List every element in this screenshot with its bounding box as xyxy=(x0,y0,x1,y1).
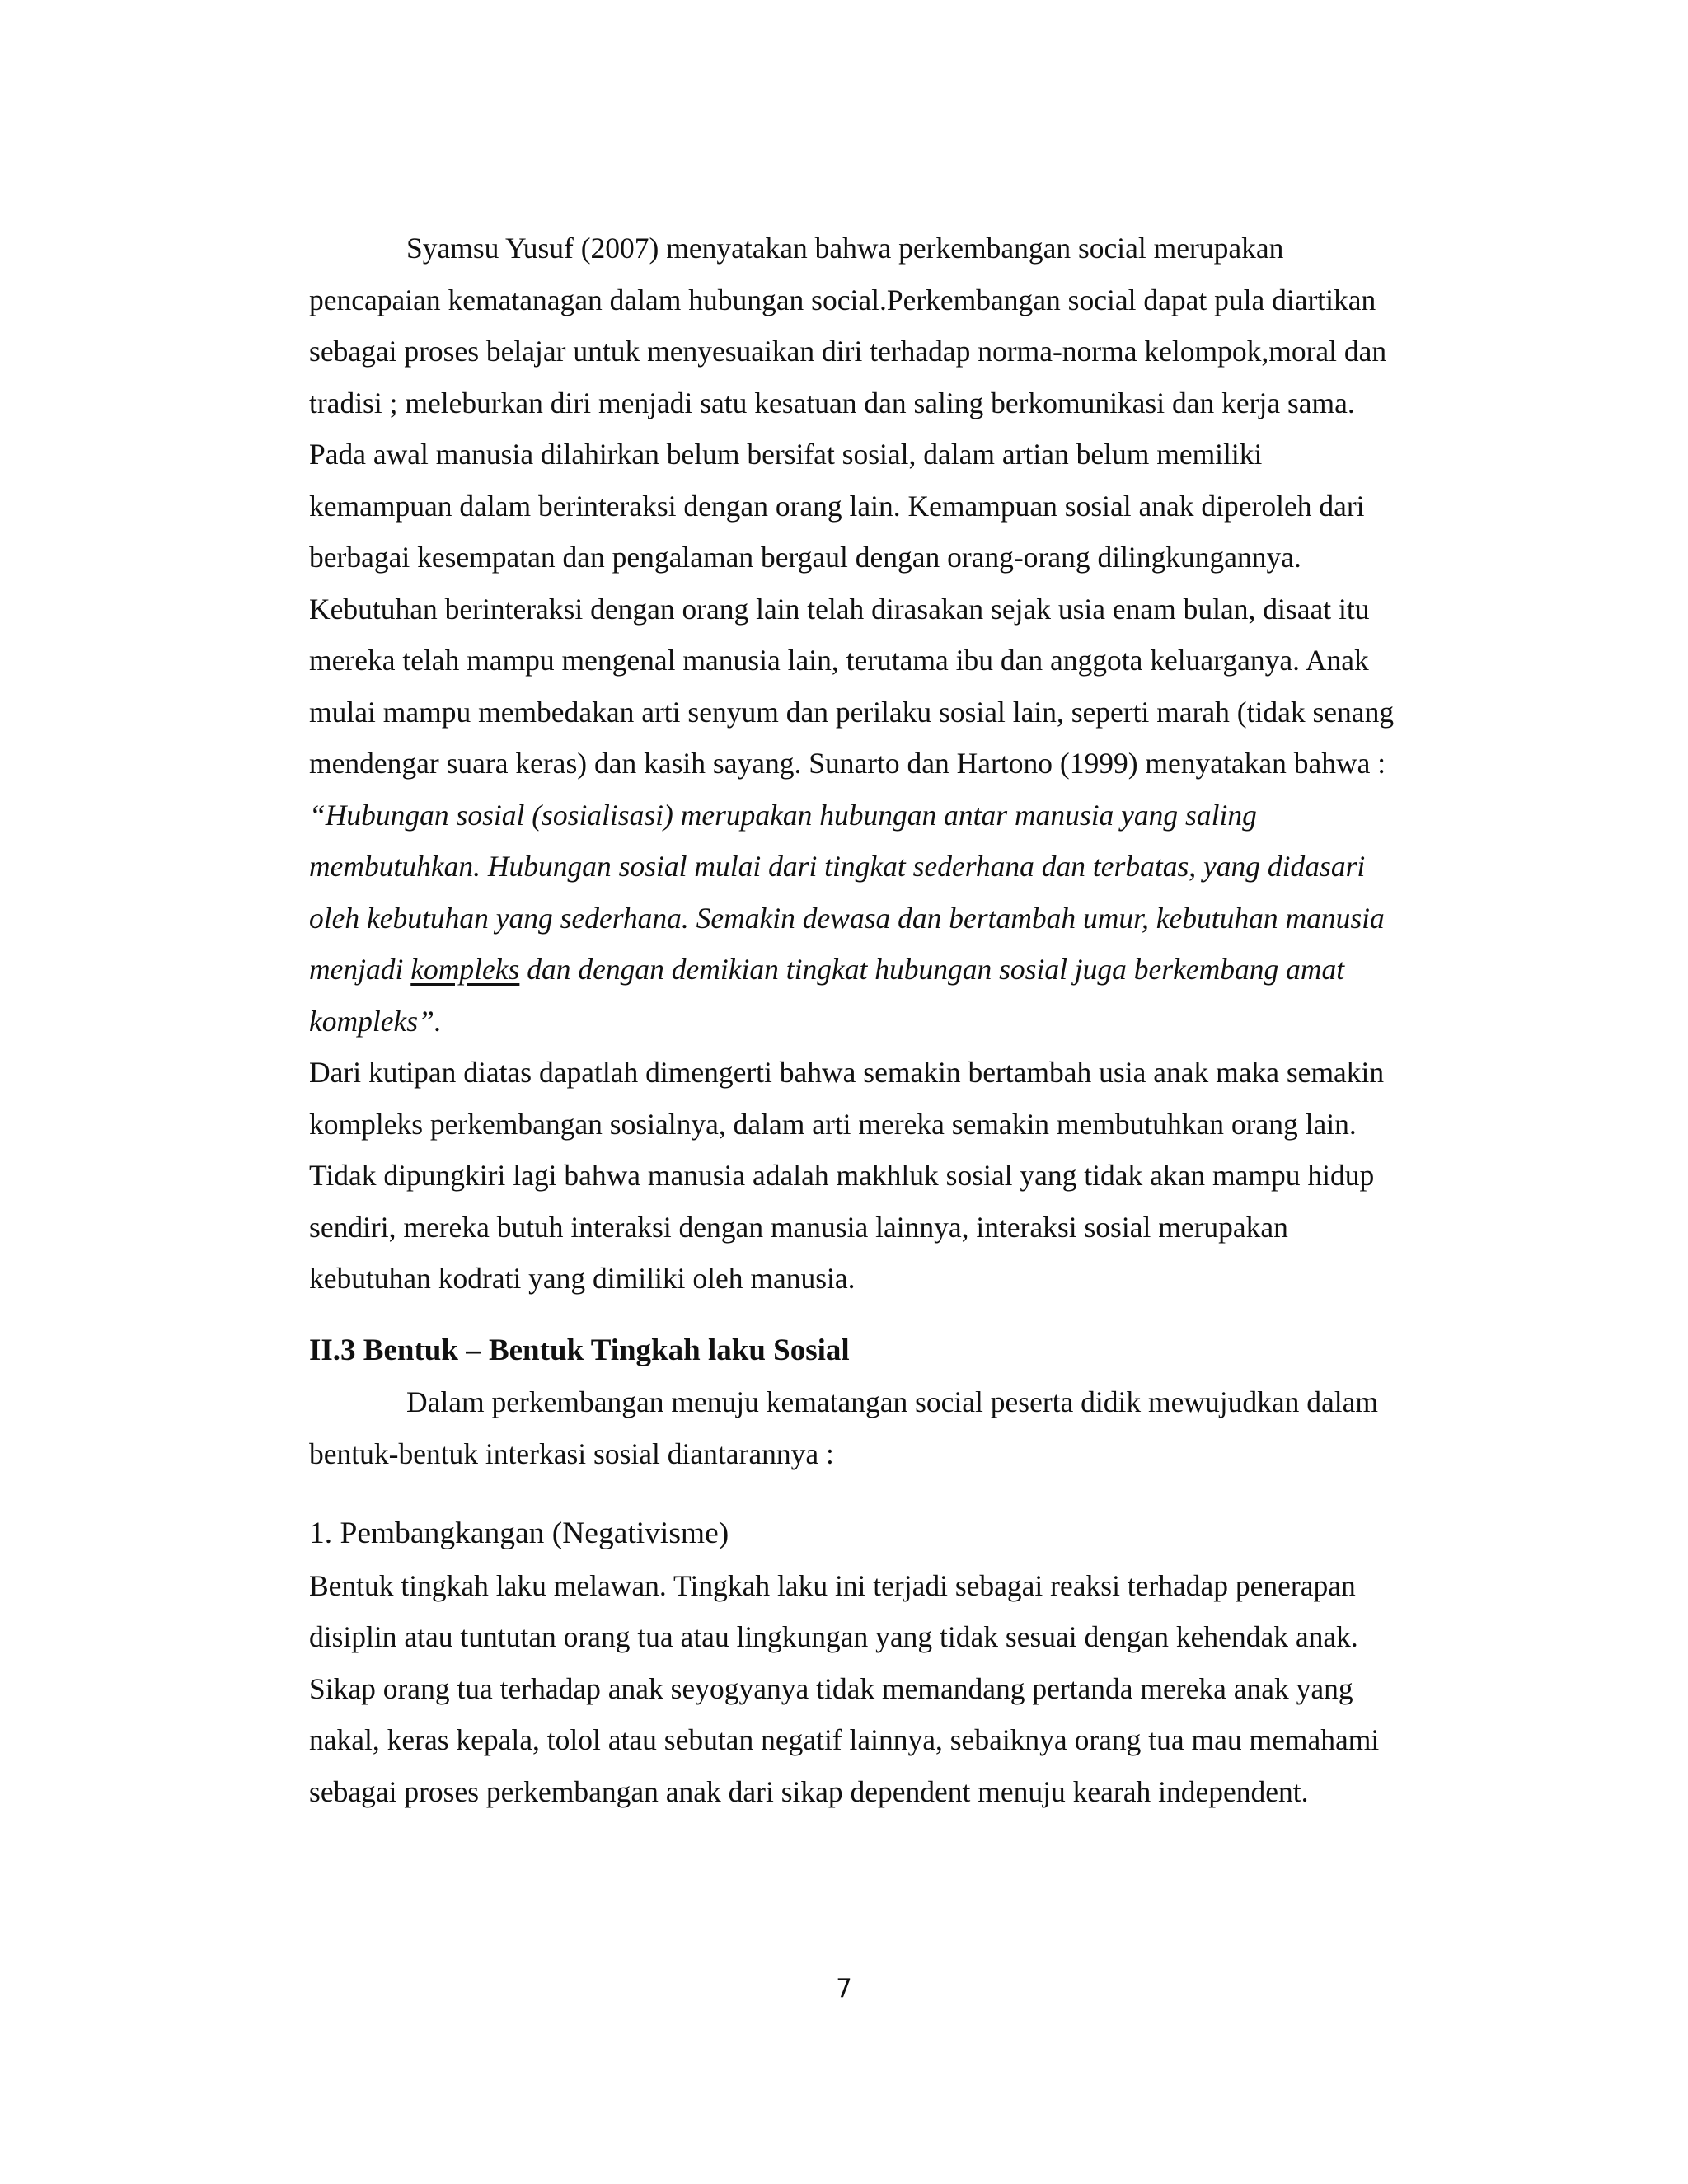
quote-line: oleh kebutuhan yang sederhana. Semakin dewasa dan bertambah umur, kebutuhan manusia xyxy=(309,901,1385,935)
quote-line xyxy=(309,944,1430,996)
paragraph-conclusion xyxy=(309,1047,1430,1305)
text-line: kompleks perkembangan sosialnya, dalam arti mereka semakin membutuhkan orang lain. xyxy=(309,1107,1357,1141)
section-heading: II.3 Bentuk – Bentuk Tingkah laku Sosial xyxy=(309,1333,850,1367)
text-line: sebagai proses perkembangan anak dari sikap dependent menuju kearah independent. xyxy=(309,1774,1309,1808)
text-line: Dari kutipan diatas dapatlah dimengerti bahwa semakin bertambah usia anak maka semakin xyxy=(309,1056,1385,1089)
subsection-heading: 1. Pembangkangan (Negativisme) xyxy=(309,1516,729,1550)
text-line: disiplin atau tuntutan orang tua atau lingkungan yang tidak sesuai dengan kehendak anak. xyxy=(309,1620,1358,1653)
text-line: kebutuhan kodrati yang dimiliki oleh manusia. xyxy=(309,1262,856,1295)
text-line: mendengar suara keras) dan kasih sayang. Sunarto dan Hartono (1999) menyatakan bahwa : xyxy=(309,747,1386,780)
text-line: Bentuk tingkah laku melawan. Tingkah laku ini terjadi sebagai reaksi terhadap penerapan xyxy=(309,1568,1356,1602)
quote-line: kompleks”. xyxy=(309,1004,442,1038)
quote-line: membutuhkan. Hubungan sosial mulai dari tingkat sederhana dan terbatas, yang didasari xyxy=(309,850,1366,883)
text-line: mereka telah mampu mengenal manusia lain, terutama ibu dan anggota keluarganya. Anak xyxy=(309,644,1369,677)
paragraph-body xyxy=(309,223,1430,1047)
text-line: sebagai proses belajar untuk menyesuaikan diri terhadap norma-norma kelompok,moral dan xyxy=(309,335,1387,368)
text-line: Kebutuhan berinteraksi dengan orang lain telah dirasakan sejak usia enam bulan, disaat itu xyxy=(309,592,1370,626)
paragraph-intro xyxy=(309,1376,1430,1479)
text-line: tradisi ; meleburkan diri menjadi satu kesatuan dan saling berkomunikasi dan kerja sama. xyxy=(309,386,1355,419)
page-number: 7 xyxy=(836,1974,852,2004)
text-line: Dalam perkembangan menuju kematangan social peserta didik mewujudkan dalam xyxy=(406,1385,1378,1418)
text-line: berbagai kesempatan dan pengalaman bergaul dengan orang-orang dilingkungannya. xyxy=(309,541,1301,574)
quote-text: menjadi xyxy=(309,953,411,986)
paragraph-negativisme xyxy=(309,1560,1430,1818)
text-line: Sikap orang tua terhadap anak seyogyanya tidak memandang pertanda mereka anak yang xyxy=(309,1671,1353,1705)
text-line: mulai mampu membedakan arti senyum dan perilaku sosial lain, seperti marah (tidak senang xyxy=(309,695,1395,729)
page-content xyxy=(309,223,1430,1817)
text-line: bentuk-bentuk interkasi sosial diantarannya : xyxy=(309,1436,834,1470)
text-line: Tidak dipungkiri lagi bahwa manusia adalah makhluk sosial yang tidak akan mampu hidup xyxy=(309,1159,1375,1192)
text-line: pencapaian kematanagan dalam hubungan social.Perkembangan social dapat pula diartikan xyxy=(309,283,1376,316)
text-line: nakal, keras kepala, tolol atau sebutan negatif lainnya, sebaiknya orang tua mau memahami xyxy=(309,1723,1380,1756)
text-line: Syamsu Yusuf (2007) menyatakan bahwa perkembangan social merupakan xyxy=(406,232,1284,265)
text-line: kemampuan dalam berinteraksi dengan orang lain. Kemampuan sosial anak diperoleh dari xyxy=(309,489,1365,523)
text-line: Pada awal manusia dilahirkan belum bersifat sosial, dalam artian belum memiliki xyxy=(309,438,1263,471)
underlined-word: kompleks xyxy=(410,953,520,986)
quote-text: dan dengan demikian tingkat hubungan sosial juga berkembang amat xyxy=(519,953,1345,986)
text-line: sendiri, mereka butuh interaksi dengan manusia lainnya, interaksi sosial merupakan xyxy=(309,1210,1288,1244)
quote-line: “Hubungan sosial (sosialisasi) merupakan hubungan antar manusia yang saling xyxy=(309,798,1257,832)
